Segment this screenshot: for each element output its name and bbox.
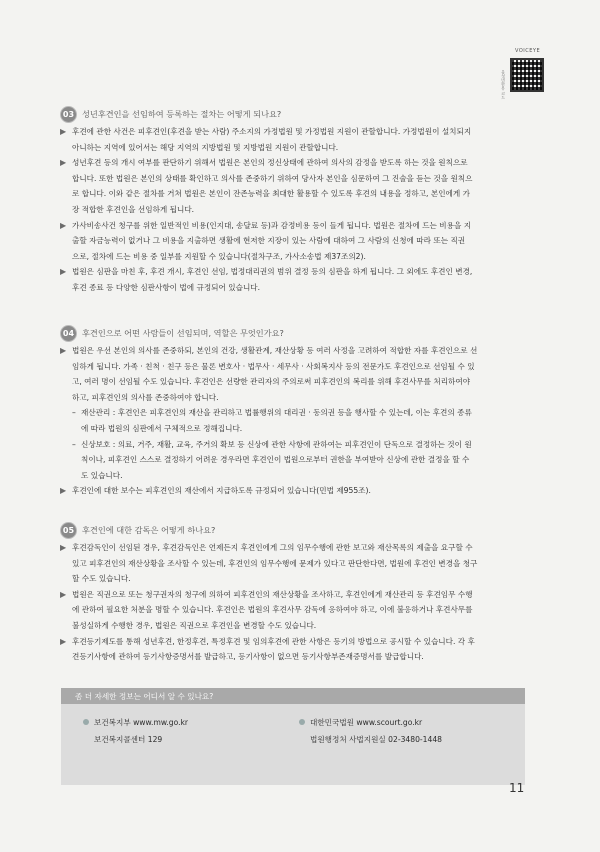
question-heading: [60, 522, 545, 539]
callcenter-contact: 보건복지콜센터 129: [94, 735, 163, 744]
question-number-badge: 03: [60, 106, 77, 123]
bullet-item: ▶ 법원은 우선 본인의 의사를 존중하되, 본인의 건강, 생활관계, 재산상황 등 여러 사정을 고려하여 적합한 자를 후견인으로 선 임하게 됩니다. 가족 · 친척 · 친구 등은 물론 변호사 · 법무사 · 세무사 · 사회복지사 등의 전문가도 후견인으로 선임될 수 있 고, 여러 명이 선임될 수도 있습니다. 후견인은 선량한 관리자의 주의로써 피후견인의 복리를 위해 후견사무를 처리하여야 하고, 피후견인의 의사를 존중하여야 합니다.: [60, 343, 545, 405]
ministry-contact: 보건복지부 www.mw.go.kr: [94, 718, 189, 727]
voice-code-icon: [510, 58, 544, 92]
section-05: [60, 522, 545, 665]
bullet-arrow-icon: ▶: [60, 543, 67, 552]
bullet-item: ▶ 법원은 직권으로 또는 청구권자의 청구에 의하여 피후견인의 재산상황을 조사하고, 후견인에게 재산관리 등 후견임무 수행 에 관하여 필요한 처분을 명할 수 있습니다. 후견인은 법원의 후견사무 감독에 응하여야 하고, 이에 불응하거나 후견사무를 불성실하게 수행한 경우, 법원은 직권으로 후견인을 변경할 수도 있습니다.: [60, 587, 545, 634]
question-heading: [60, 325, 545, 342]
voiceye-label: VOICEYE: [515, 48, 541, 54]
bullet-arrow-icon: ▶: [60, 636, 67, 646]
bullet-arrow-icon: ▶: [60, 346, 67, 355]
page-number: 11: [509, 781, 525, 795]
sub-item-personal: – 신상보호 : 의료, 거주, 재활, 교육, 주거의 확보 등 신상에 관한 사항에 관하여는 피후견인이 단독으로 결정하는 것이 원 칙이나, 피후견인 스스로 결정하기 어려운 경우라면 후견인이 법원으로부터 권한을 부여받아 신상에 관한 결정을 할 수 도 있습니다.: [72, 439, 472, 480]
question-heading: [60, 106, 545, 123]
bullet-arrow-icon: ▶: [60, 486, 67, 496]
info-left-column: [83, 714, 188, 748]
bullet-arrow-icon: ▶: [60, 158, 67, 168]
question-number-badge: 05: [60, 522, 77, 539]
question-text: 후견인으로 어떤 사람들이 선임되며, 역할은 무엇인가요?: [82, 328, 284, 338]
question-number-badge: 04: [60, 325, 77, 342]
info-box: [61, 688, 525, 785]
bullet-item: ▶ 가사비송사건 청구를 위한 일반적인 비용(인지대, 송달료 등)과 감정비용 등이 들게 됩니다. 법원은 절차에 드는 비용을 지 출할 자금능력이 없거나 그 비용을 지출하면 생활에 현저한 지장이 있는 사람에 대하여 그 사람의 신청에 따라 또는 직권 으로, 절차에 드는 비용 중 일부를 지원할 수 있습니다(절차구조, 가사소송법 제37조의2).: [60, 218, 545, 265]
question-text: 후견인에 대한 감독은 어떻게 하나요?: [82, 525, 216, 535]
bullet-arrow-icon: ▶: [60, 220, 67, 230]
bullet-arrow-icon: ▶: [60, 589, 67, 599]
bullet-item: ▶ 후견감독인이 선임된 경우, 후견감독인은 언제든지 후견인에게 그의 임무수행에 관한 보고와 재산목록의 제출을 요구할 수 있고 피후견인의 재산상황을 조사할 수 있는데, 후견인의 임무수행에 문제가 있다고 판단한다면, 법원에 후견인 변경을 청구 할 수도 있습니다.: [60, 540, 545, 587]
bullet-item: ▶ 후견등기제도를 통해 성년후견, 한정후견, 특정후견 및 임의후견에 관한 사항은 등기의 방법으로 공시할 수 있습니다. 각 후 견등기사항에 관하여 등기사항증명서를 발급하고, 등기사항이 없으면 등기사항부존재증명서를 발급합니다.: [60, 634, 545, 665]
question-text: 성년후견인을 선임하여 등록하는 절차는 어떻게 되나요?: [82, 109, 282, 119]
bullet-item: ▶ 성년후견 등의 개시 여부를 판단하기 위해서 법원은 본인의 정신상태에 관하여 의사의 감정을 받도록 하는 것을 원칙으로 합니다. 또한 법원은 본인의 상태를 확인하고 의사를 존중하기 위하여 당사자 본인을 심문하여 그 진술을 듣는 것을 원칙으 로 합니다. 이와 같은 절차를 거쳐 법원은 본인이 잔존능력을 최대한 활용할 수 있도록 후견의 내용을 정하고, 본인에게 가 장 적합한 후견인을 선임하게 됩니다.: [60, 155, 545, 217]
bullet-item: ▶ 후견에 관한 사건은 피후견인(후견을 받는 사람) 주소지의 가정법원 및 가정법원 지원이 관할합니다. 가정법원이 설치되지 아니하는 지역에 있어서는 해당 지역의 지방법원 및 지방법원 지원이 관할합니다.: [60, 124, 545, 155]
bullet-arrow-icon: ▶: [60, 267, 67, 277]
bullet-dot-icon: [83, 719, 89, 725]
side-text: 음성변환용 코드: [501, 70, 506, 100]
sub-item-property: – 재산관리 : 후견인은 피후견인의 재산을 관리하고 법률행위의 대리권 · 동의권 등을 행사할 수 있는데, 이는 후견의 종류 에 따라 법원의 심판에서 구체적으로 정해집니다.: [72, 408, 472, 433]
bullet-item: ▶ 후견인에 대한 보수는 피후견인의 재산에서 지급하도록 규정되어 있습니다(민법 제955조).: [60, 483, 545, 499]
bullet-dot-icon: [299, 719, 305, 725]
section-03: [60, 106, 545, 296]
bullet-arrow-icon: ▶: [60, 127, 67, 136]
info-box-heading: 좀 더 자세한 정보는 어디서 알 수 있나요?: [75, 692, 214, 701]
info-right-column: [299, 714, 442, 748]
court-contact: 대한민국법원 www.scourt.go.kr: [310, 718, 423, 727]
section-04: [60, 325, 545, 499]
bullet-item: ▶ 법원은 심판을 마친 후, 후견 개시, 후견인 선임, 법정대리권의 범위 결정 등의 심판을 하게 됩니다. 그 외에도 후견인 변경, 후견 종료 등 다양한 심판사항이 법에 규정되어 있습니다.: [60, 264, 545, 295]
court-office-contact: 법원행정처 사법지원실 02-3480-1448: [310, 735, 442, 744]
